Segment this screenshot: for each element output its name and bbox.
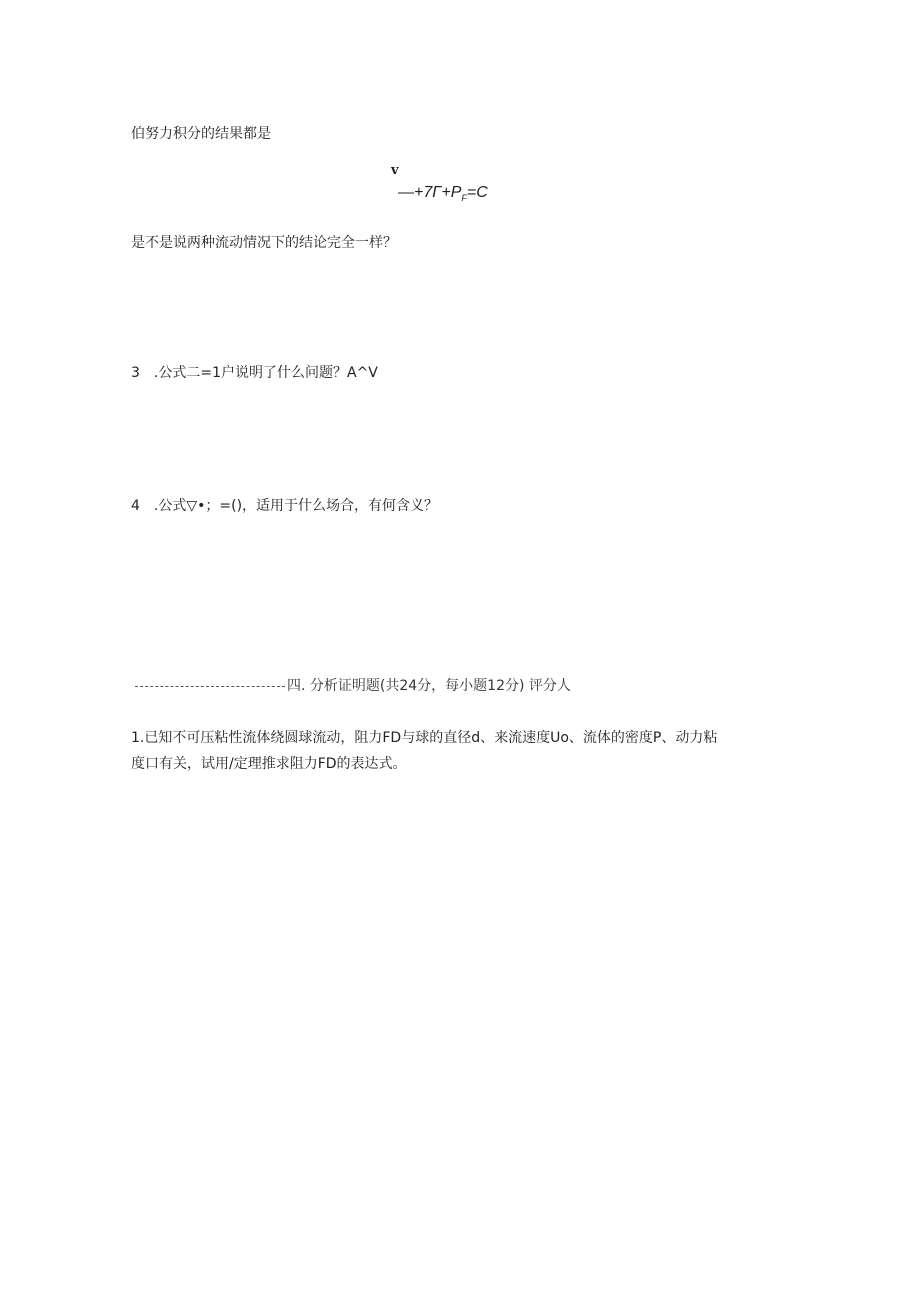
section-4-header bbox=[135, 676, 571, 696]
bernoulli-paragraph: 伯努力积分的结果都是 bbox=[131, 126, 271, 142]
formula-tail: =C bbox=[466, 184, 488, 201]
bernoulli-formula bbox=[398, 184, 488, 203]
question-4: 4 .公式▽•；=()，适用于什么场合，有何含义？ bbox=[131, 498, 439, 514]
formula-v-label: v bbox=[391, 163, 399, 178]
problem-1-line-1: 1.已知不可压粘性流体绕圆球流动，阻力FD与球的直径d、来流速度Uo、流体的密度P、动力粘 bbox=[131, 730, 718, 746]
section-4-title: 四. 分析证明题(共24分，每小题12分) 评分人 bbox=[287, 678, 571, 694]
problem-1-line-2: 度口有关，试用/定理推求阻力FD的表达式。 bbox=[131, 756, 407, 772]
question-3: 3 .公式二=1户说明了什么问题？A^V bbox=[131, 365, 378, 381]
score-blank-line bbox=[135, 686, 285, 687]
question-same-conclusion: 是不是说两种流动情况下的结论完全一样？ bbox=[131, 235, 397, 251]
formula-main: —+7Γ+P bbox=[398, 184, 462, 201]
formula-subscript: F bbox=[461, 193, 467, 204]
